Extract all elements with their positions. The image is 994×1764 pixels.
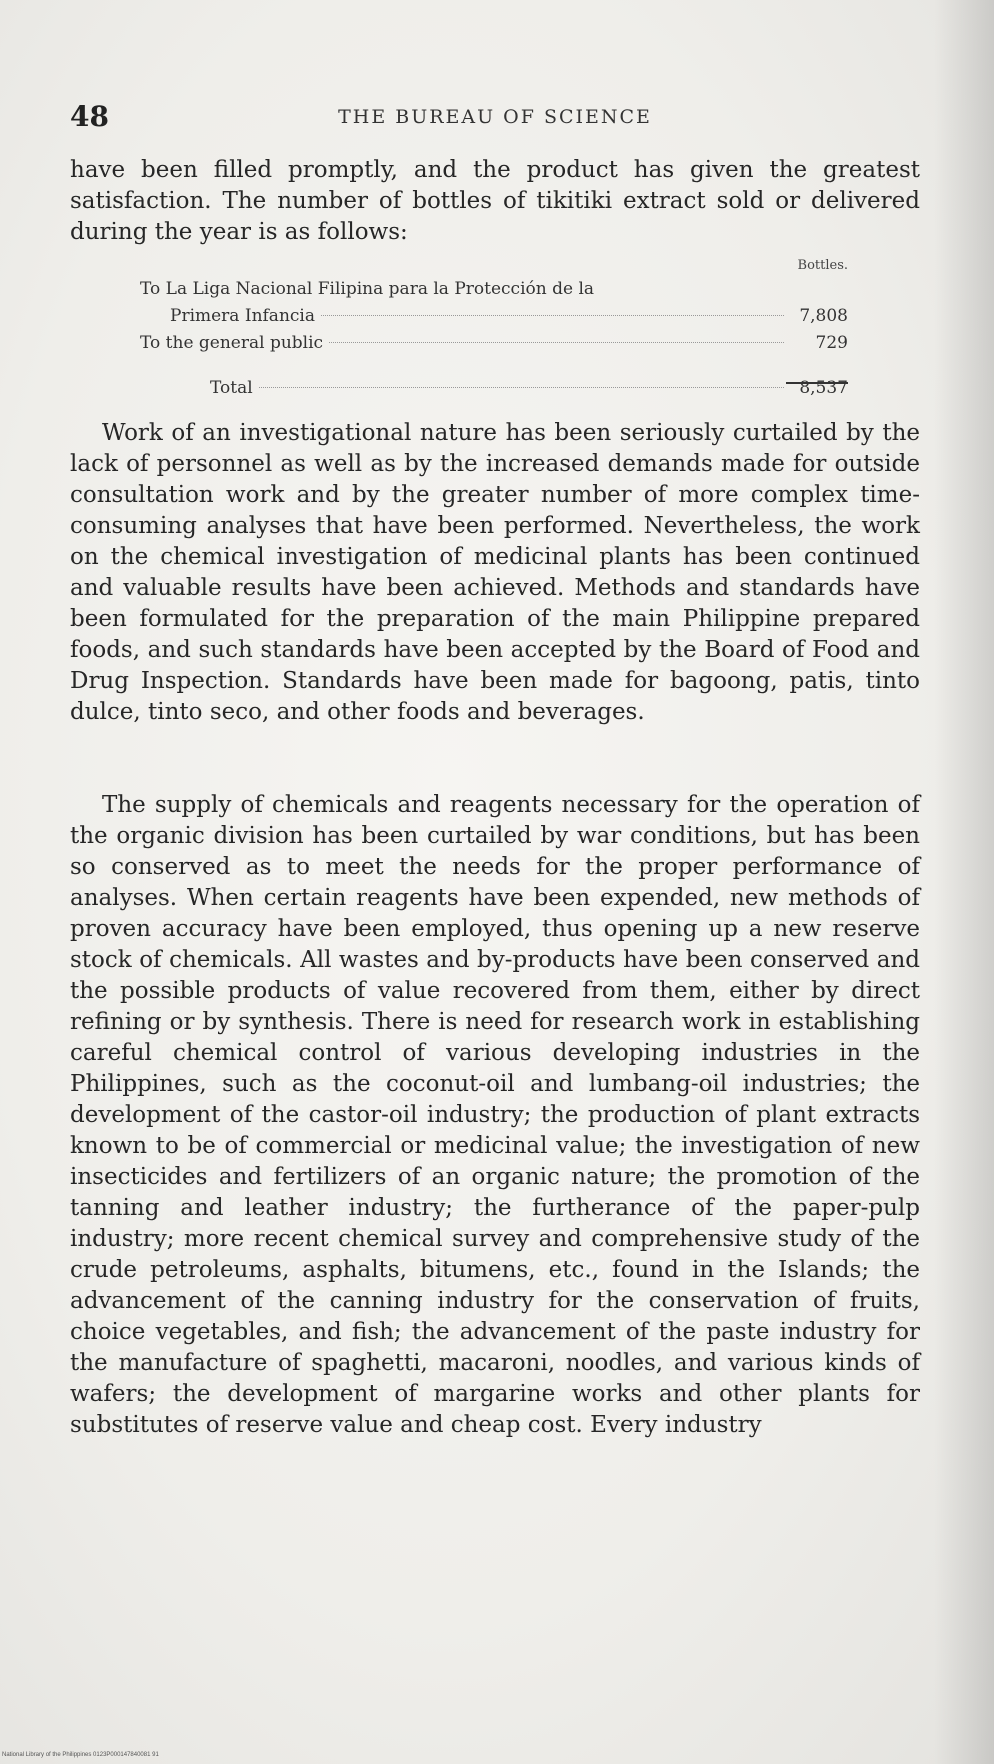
running-title: THE BUREAU OF SCIENCE — [338, 106, 652, 128]
page-edge-shadow — [934, 0, 994, 1764]
bottles-table — [140, 258, 848, 402]
paragraph-1: have been filled promptly, and the product has given the greatest satisfaction. The number of bottles of tikitiki extract sold or delivered during the year is as follows: — [70, 157, 920, 245]
page-number: 48 — [70, 100, 109, 133]
table-row-value: 729 — [815, 333, 848, 353]
paragraph-3: The supply of chemicals and reagents necessary for the operation of the organic division has been curtailed by war conditions, but has been so conserved as to meet the needs for the proper performance of analyses. When certain reagents have been expended, new methods of proven accuracy have been employed, thus opening up a new reserve stock of chemicals. All wastes and by-products have been conserved and the possible products of value recovered from them, either by direct refining or by synthesis. There is need for research work in establishing careful chemical control of various developing industries in the Philippines, such as the coconut-oil and lumbang-oil industries; the development of the castor-oil industry; the production of plant extracts known to be of commercial or medicinal value; the investigation of new insecticides and fertilizers of an organic nature; the promotion of the tanning and leather industry; the furtherance of the paper-pulp industry; more recent chemical survey and comprehensive study of the crude petroleums, asphalts, bitumens, etc., found in the Islands; the advancement of the canning industry for the conservation of fruits, choice vegetables, and fish; the advancement of the paste industry for the manufacture of spaghetti, macaroni, noodles, and various kinds of wafers; the development of margarine works and other plants for substitutes of reserve value and cheap cost. Every industry — [70, 792, 920, 1438]
table-total-row — [140, 375, 848, 402]
table-row-label: Primera Infancia — [170, 306, 315, 326]
table-row-label: To La Liga Nacional Filipina para la Protección de la — [140, 279, 595, 299]
leader-dots — [329, 342, 784, 343]
table-row — [140, 303, 848, 330]
table-row-label: To the general public — [140, 333, 324, 353]
page-header — [70, 100, 920, 140]
table-row — [140, 276, 848, 303]
table-column-header: Bottles. — [797, 258, 848, 273]
leader-dots — [321, 315, 784, 316]
source-note: National Library of the Philippines 0123P000147840081 91 — [2, 1752, 159, 1758]
paragraph-2: Work of an investigational nature has been seriously curtailed by the lack of personnel as well as by the increased demands made for outside consultation work and by the greater number of more complex time-consuming analyses that have been performed. Nevertheless, the work on the chemical investigation of medicinal plants has been continued and valuable results have been achieved. Methods and standards have been formulated for the preparation of the main Philippine prepared foods, and such standards have been accepted by the Board of Food and Drug Inspection. Standards have been made for bagoong, patis, tinto dulce, tinto seco, and other foods and beverages. — [70, 420, 920, 725]
table-total-value: 8,537 — [799, 378, 848, 398]
leader-dots — [259, 387, 784, 388]
table-total-label: Total — [210, 378, 253, 398]
table-row — [140, 330, 848, 357]
table-row-value: 7,808 — [799, 306, 848, 326]
sum-rule — [786, 382, 848, 384]
